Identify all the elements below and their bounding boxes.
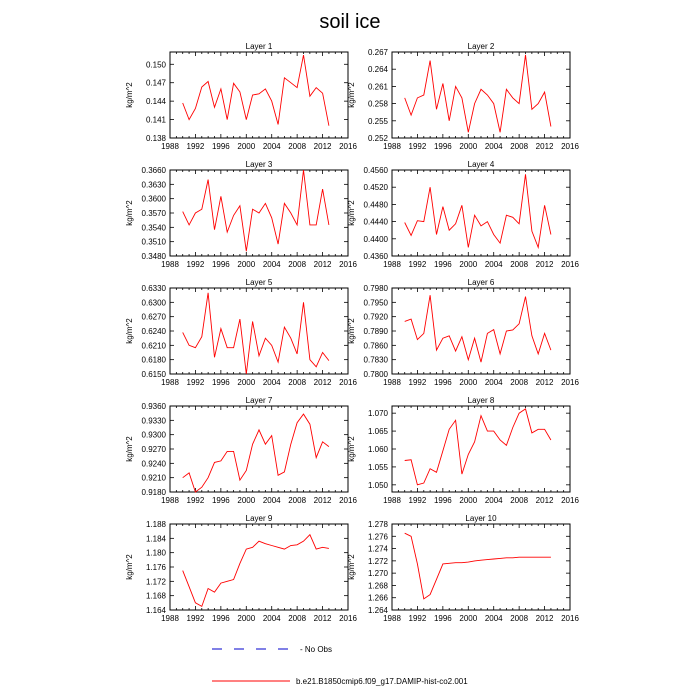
plot-frame — [392, 406, 570, 492]
y-tick-label: 0.7920 — [363, 312, 388, 322]
series-line — [405, 295, 551, 362]
y-tick-label: 0.3600 — [141, 194, 166, 204]
y-tick-label: 0.6330 — [141, 284, 166, 293]
x-tick-label: 2008 — [510, 378, 529, 387]
x-tick-label: 2004 — [484, 378, 503, 387]
x-tick-label: 2008 — [288, 378, 307, 387]
y-axis-label: kg/m^2 — [125, 318, 134, 344]
x-tick-label: 2008 — [288, 496, 307, 505]
series-line — [183, 293, 329, 374]
y-tick-label: 0.7980 — [363, 284, 388, 293]
x-tick-label: 1992 — [408, 378, 427, 387]
x-tick-label: 2000 — [459, 614, 478, 623]
panel-title: Layer 1 — [245, 42, 273, 51]
x-tick-label: 1992 — [186, 378, 205, 387]
x-tick-label: 2000 — [459, 260, 478, 269]
y-tick-label: 1.268 — [367, 581, 388, 591]
x-tick-label: 1988 — [383, 496, 401, 505]
y-axis-label: kg/m^2 — [125, 554, 134, 580]
panel-layer-7 — [125, 396, 357, 505]
x-tick-label: 1996 — [211, 260, 230, 269]
x-tick-label: 2000 — [237, 142, 256, 151]
x-tick-label: 1988 — [161, 260, 179, 269]
y-tick-label: 0.9240 — [141, 459, 166, 469]
y-tick-label: 0.138 — [145, 134, 166, 143]
plot-frame — [392, 524, 570, 610]
x-tick-label: 1988 — [161, 496, 179, 505]
y-tick-label: 0.150 — [145, 60, 166, 70]
y-tick-label: 0.6180 — [141, 355, 166, 365]
x-tick-label: 2012 — [313, 260, 332, 269]
y-tick-label: 0.3510 — [141, 237, 166, 247]
y-tick-label: 0.9210 — [141, 473, 166, 483]
plot-frame — [170, 288, 348, 374]
x-tick-label: 1996 — [433, 260, 452, 269]
panel-title: Layer 3 — [245, 160, 273, 169]
y-tick-label: 0.267 — [367, 48, 388, 57]
x-tick-label: 2012 — [313, 614, 332, 623]
y-tick-label: 1.176 — [145, 563, 166, 572]
y-tick-label: 0.3570 — [141, 209, 166, 218]
y-tick-label: 0.147 — [145, 78, 166, 88]
x-tick-label: 2016 — [339, 614, 357, 623]
y-tick-label: 0.3480 — [141, 252, 166, 261]
x-tick-label: 2008 — [288, 614, 307, 623]
panel-layer-10 — [347, 514, 579, 623]
x-tick-label: 2000 — [237, 378, 256, 387]
x-tick-label: 2008 — [510, 142, 529, 151]
x-tick-label: 1988 — [383, 142, 401, 151]
panel-title: Layer 4 — [467, 160, 495, 169]
panel-layer-1 — [125, 42, 357, 151]
panel-layer-9 — [125, 514, 357, 623]
x-tick-label: 1996 — [433, 614, 452, 623]
x-tick-label: 1992 — [186, 142, 205, 151]
x-tick-label: 2016 — [561, 496, 579, 505]
x-tick-label: 1992 — [408, 496, 427, 505]
x-tick-label: 1996 — [211, 496, 230, 505]
plot-frame — [170, 524, 348, 610]
y-tick-label: 0.4560 — [363, 166, 388, 175]
panel-title: Layer 5 — [245, 278, 273, 287]
panel-grid — [125, 42, 579, 623]
series-line — [405, 409, 551, 485]
x-tick-label: 2004 — [484, 142, 503, 151]
x-tick-label: 1988 — [161, 378, 179, 387]
x-tick-label: 2008 — [510, 614, 529, 623]
y-tick-label: 0.3660 — [141, 166, 166, 175]
panel-title: Layer 9 — [245, 514, 273, 523]
x-tick-label: 2000 — [237, 260, 256, 269]
x-tick-label: 2004 — [484, 496, 503, 505]
x-tick-label: 2012 — [313, 142, 332, 151]
figure-title: soil ice — [319, 11, 381, 33]
plot-frame — [170, 52, 348, 138]
panel-title: Layer 2 — [467, 42, 495, 51]
x-tick-label: 2004 — [484, 614, 503, 623]
plot-frame — [170, 406, 348, 492]
y-tick-label: 1.272 — [367, 556, 388, 566]
y-tick-label: 0.7800 — [363, 370, 388, 379]
legend-no-obs-label: - No Obs — [300, 645, 333, 654]
x-tick-label: 1996 — [433, 496, 452, 505]
series-line — [183, 55, 329, 126]
y-tick-label: 0.7890 — [363, 327, 388, 336]
x-tick-label: 1992 — [408, 142, 427, 151]
y-tick-label: 0.252 — [367, 134, 388, 143]
x-tick-label: 2016 — [339, 142, 357, 151]
x-tick-label: 1988 — [161, 142, 179, 151]
x-tick-label: 1992 — [408, 260, 427, 269]
y-tick-label: 1.164 — [145, 606, 166, 615]
x-tick-label: 1992 — [186, 614, 205, 623]
y-tick-label: 0.258 — [367, 99, 388, 109]
y-tick-label: 0.4400 — [363, 234, 388, 244]
x-tick-label: 1996 — [211, 378, 230, 387]
x-tick-label: 2012 — [535, 378, 554, 387]
x-tick-label: 1988 — [383, 260, 401, 269]
panel-title: Layer 8 — [467, 396, 495, 405]
x-tick-label: 1988 — [383, 378, 401, 387]
y-axis-label: kg/m^2 — [347, 82, 356, 108]
y-tick-label: 0.255 — [367, 116, 388, 126]
x-tick-label: 2004 — [262, 260, 281, 269]
y-tick-label: 0.6240 — [141, 327, 166, 336]
x-tick-label: 2000 — [459, 378, 478, 387]
x-tick-label: 2008 — [288, 260, 307, 269]
y-tick-label: 0.6210 — [141, 341, 166, 351]
x-tick-label: 2004 — [484, 260, 503, 269]
y-tick-label: 0.4440 — [363, 217, 388, 227]
y-tick-label: 1.188 — [145, 520, 166, 529]
y-tick-label: 1.172 — [145, 577, 166, 587]
y-tick-label: 0.4480 — [363, 200, 388, 210]
x-tick-label: 1992 — [186, 496, 205, 505]
y-tick-label: 0.7830 — [363, 355, 388, 365]
legend-model-label: b.e21.B1850cmip6.f09_g17.DAMIP-hist-co2.001 — [296, 677, 468, 686]
series-line — [183, 170, 329, 251]
y-tick-label: 0.261 — [367, 82, 388, 92]
y-tick-label: 1.266 — [367, 593, 388, 603]
series-line — [183, 414, 329, 492]
x-tick-label: 2008 — [510, 260, 529, 269]
x-tick-label: 1992 — [186, 260, 205, 269]
x-tick-label: 2016 — [339, 496, 357, 505]
x-tick-label: 2008 — [288, 142, 307, 151]
y-tick-label: 0.9180 — [141, 488, 166, 497]
x-tick-label: 2016 — [339, 378, 357, 387]
legend — [212, 645, 468, 686]
y-tick-label: 1.168 — [145, 591, 166, 601]
x-tick-label: 2012 — [313, 496, 332, 505]
y-axis-label: kg/m^2 — [347, 200, 356, 226]
x-tick-label: 2004 — [262, 614, 281, 623]
y-tick-label: 0.9360 — [141, 402, 166, 411]
y-axis-label: kg/m^2 — [125, 82, 134, 108]
series-line — [183, 535, 329, 607]
y-tick-label: 0.264 — [367, 65, 388, 75]
y-tick-label: 0.3540 — [141, 223, 166, 233]
y-tick-label: 0.3630 — [141, 180, 166, 190]
x-tick-label: 1996 — [211, 614, 230, 623]
x-tick-label: 2000 — [459, 496, 478, 505]
x-tick-label: 2016 — [561, 260, 579, 269]
x-tick-label: 1988 — [383, 614, 401, 623]
panel-layer-6 — [347, 278, 579, 387]
y-tick-label: 1.050 — [367, 480, 388, 490]
series-line — [405, 174, 551, 247]
x-tick-label: 2016 — [561, 142, 579, 151]
panel-layer-3 — [125, 160, 357, 269]
x-tick-label: 1996 — [211, 142, 230, 151]
y-tick-label: 1.264 — [367, 606, 388, 615]
y-tick-label: 1.180 — [145, 548, 166, 558]
x-tick-label: 2012 — [535, 496, 554, 505]
x-tick-label: 2000 — [237, 496, 256, 505]
y-tick-label: 0.6300 — [141, 298, 166, 308]
y-tick-label: 1.184 — [145, 534, 166, 544]
y-tick-label: 1.274 — [367, 544, 388, 554]
y-tick-label: 0.9330 — [141, 416, 166, 426]
y-tick-label: 0.4520 — [363, 183, 388, 193]
y-axis-label: kg/m^2 — [347, 436, 356, 462]
x-tick-label: 2012 — [535, 614, 554, 623]
y-tick-label: 0.6270 — [141, 312, 166, 322]
y-tick-label: 0.4360 — [363, 252, 388, 261]
y-tick-label: 0.144 — [145, 97, 166, 107]
y-axis-label: kg/m^2 — [125, 200, 134, 226]
panel-layer-4 — [347, 160, 579, 269]
x-tick-label: 2008 — [510, 496, 529, 505]
series-line — [405, 533, 551, 599]
x-tick-label: 2016 — [339, 260, 357, 269]
y-tick-label: 1.065 — [367, 427, 388, 437]
x-tick-label: 2012 — [313, 378, 332, 387]
y-tick-label: 1.278 — [367, 520, 388, 529]
x-tick-label: 2000 — [237, 614, 256, 623]
y-tick-label: 0.141 — [145, 115, 166, 125]
y-tick-label: 0.6150 — [141, 370, 166, 379]
x-tick-label: 1988 — [161, 614, 179, 623]
y-tick-label: 0.9270 — [141, 445, 166, 454]
y-axis-label: kg/m^2 — [347, 554, 356, 580]
x-tick-label: 1992 — [408, 614, 427, 623]
y-tick-label: 1.070 — [367, 409, 388, 419]
y-tick-label: 1.276 — [367, 532, 388, 542]
panel-layer-2 — [347, 42, 579, 151]
y-tick-label: 1.270 — [367, 569, 388, 579]
x-tick-label: 2012 — [535, 260, 554, 269]
y-axis-label: kg/m^2 — [347, 318, 356, 344]
x-tick-label: 2016 — [561, 614, 579, 623]
y-tick-label: 1.060 — [367, 445, 388, 454]
x-tick-label: 2012 — [535, 142, 554, 151]
x-tick-label: 2004 — [262, 496, 281, 505]
y-tick-label: 0.7950 — [363, 298, 388, 308]
panel-title: Layer 6 — [467, 278, 495, 287]
series-line — [405, 55, 551, 132]
x-tick-label: 2016 — [561, 378, 579, 387]
y-tick-label: 0.7860 — [363, 341, 388, 351]
panel-layer-8 — [347, 396, 579, 505]
panel-title: Layer 7 — [245, 396, 273, 405]
y-tick-label: 1.055 — [367, 462, 388, 472]
x-tick-label: 2004 — [262, 142, 281, 151]
x-tick-label: 1996 — [433, 142, 452, 151]
x-tick-label: 1996 — [433, 378, 452, 387]
panel-title: Layer 10 — [465, 514, 497, 523]
panel-layer-5 — [125, 278, 357, 387]
x-tick-label: 2000 — [459, 142, 478, 151]
y-axis-label: kg/m^2 — [125, 436, 134, 462]
y-tick-label: 0.9300 — [141, 430, 166, 440]
x-tick-label: 2004 — [262, 378, 281, 387]
